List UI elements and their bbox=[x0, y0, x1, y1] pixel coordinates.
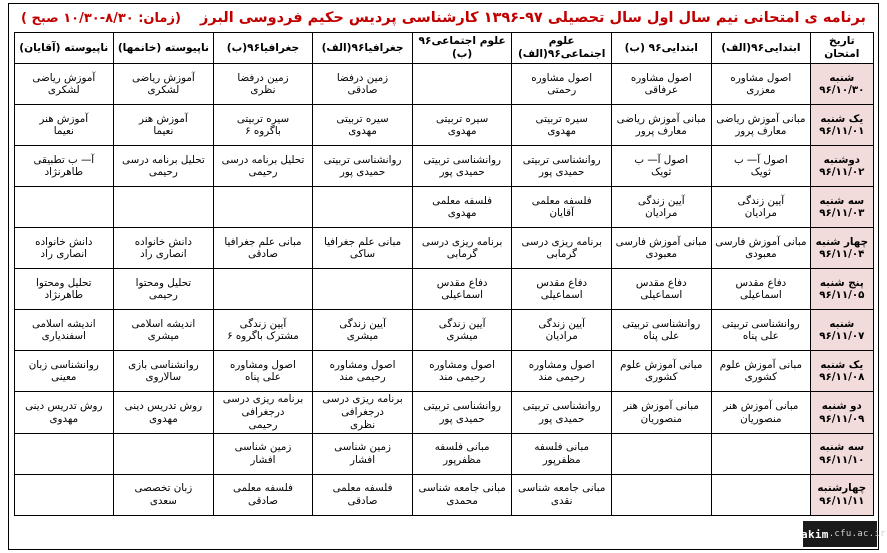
table-row bbox=[14, 434, 873, 475]
course-name: آیین زندگی bbox=[239, 317, 287, 330]
instructor-name: اسماعیلی bbox=[540, 289, 583, 302]
exam-date-cell bbox=[811, 392, 873, 434]
exam-cell bbox=[512, 146, 612, 187]
exam-cell bbox=[512, 187, 612, 228]
table-body bbox=[14, 64, 873, 516]
column-header-4: علوم اجتماعی۹۶ (ب) bbox=[412, 33, 512, 64]
course-name: اصول ومشاوره bbox=[429, 358, 496, 371]
exam-cell bbox=[512, 64, 612, 105]
instructor-name: مظفرپور bbox=[443, 454, 482, 467]
course-name: آموزش ریاضی bbox=[32, 71, 96, 84]
instructor-name: میشری bbox=[346, 330, 379, 343]
instructor-name: معارف پرور bbox=[635, 125, 687, 138]
instructor-name: علی پناه bbox=[742, 330, 779, 343]
exam-cell bbox=[711, 64, 811, 105]
course-name: روانشناسی تربیتی bbox=[323, 153, 402, 166]
exam-cell bbox=[412, 187, 512, 228]
exam-cell bbox=[313, 105, 413, 146]
exam-date-cell bbox=[811, 228, 873, 269]
exam-date-number: ۹۶/۱۱/۰۸ bbox=[819, 371, 865, 384]
exam-date-number: ۹۶/۱۱/۰۵ bbox=[819, 289, 865, 302]
exam-cell bbox=[512, 105, 612, 146]
course-name: برنامه ریزی درسی bbox=[421, 235, 503, 248]
instructor-name: افشار bbox=[349, 454, 376, 467]
exam-cell bbox=[412, 351, 512, 392]
exam-cell bbox=[611, 187, 711, 228]
course-name: روانشناسی بازی bbox=[128, 358, 199, 371]
exam-cell bbox=[711, 228, 811, 269]
course-name: مبانی جامعه شناسی bbox=[418, 482, 506, 495]
course-name: مبانی آموزش ریاضی bbox=[616, 112, 706, 125]
exam-cell bbox=[14, 228, 114, 269]
instructor-name: منصوریان bbox=[740, 412, 782, 425]
exam-time-note: (زمان: ۸/۳۰-۱۰/۳۰ صبح ) bbox=[21, 11, 181, 26]
exam-cell bbox=[313, 64, 413, 105]
exam-cell bbox=[711, 434, 811, 475]
course-name: سیره تربیتی bbox=[236, 112, 290, 125]
exam-cell bbox=[711, 392, 811, 434]
instructor-name: رحیمی مند bbox=[538, 371, 585, 384]
table-header-row bbox=[14, 33, 873, 64]
exam-cell bbox=[412, 146, 512, 187]
course-name: روانشناسی تربیتی bbox=[622, 317, 701, 330]
instructor-name: رحیمی bbox=[148, 166, 178, 179]
exam-cell bbox=[711, 351, 811, 392]
instructor-name: رحیمی bbox=[248, 419, 278, 432]
course-name: مبانی آموزش هنر bbox=[723, 399, 799, 412]
instructor-name: کشوری bbox=[645, 371, 678, 384]
instructor-name: محمدی bbox=[446, 495, 478, 508]
exam-cell bbox=[114, 105, 214, 146]
exam-cell bbox=[512, 228, 612, 269]
exam-cell bbox=[412, 434, 512, 475]
instructor-name: میشری bbox=[446, 330, 478, 343]
exam-date-cell bbox=[811, 146, 873, 187]
instructor-name: گرمابی bbox=[446, 248, 478, 261]
instructor-name: ساکی bbox=[349, 248, 376, 261]
course-name: روانشناسی تربیتی bbox=[423, 153, 502, 166]
exam-date-cell bbox=[811, 310, 873, 351]
table-row bbox=[14, 475, 873, 516]
instructor-name: ثویک bbox=[651, 166, 672, 179]
instructor-name: معبودی bbox=[645, 248, 678, 261]
exam-cell bbox=[611, 475, 711, 516]
course-name: اصول مشاوره bbox=[730, 71, 792, 84]
instructor-name: میشری bbox=[147, 330, 180, 343]
course-name: اصول ومشاوره bbox=[329, 358, 396, 371]
exam-cell bbox=[412, 269, 512, 310]
instructor-name: مهدوی bbox=[149, 412, 178, 425]
course-name: سیره تربیتی bbox=[435, 112, 489, 125]
course-name: دفاع مقدس bbox=[436, 276, 488, 289]
course-name: اصول مشاوره bbox=[531, 71, 593, 84]
instructor-name: علی پناه bbox=[245, 371, 281, 384]
course-name: برنامه ریزی درسی درجغرافی bbox=[322, 393, 403, 419]
table-row bbox=[14, 146, 873, 187]
instructor-name: علی پناه bbox=[643, 330, 680, 343]
exam-cell bbox=[412, 475, 512, 516]
course-name: روانشناسی زبان bbox=[28, 358, 99, 371]
course-name: آیین زندگی bbox=[637, 194, 685, 207]
table-row bbox=[14, 105, 873, 146]
exam-cell bbox=[313, 146, 413, 187]
exam-cell bbox=[512, 434, 612, 475]
exam-cell bbox=[611, 351, 711, 392]
instructor-name: حمیدی پور bbox=[539, 166, 585, 179]
instructor-name: باگروه ۶ bbox=[245, 125, 281, 138]
exam-cell bbox=[611, 64, 711, 105]
course-name: مبانی فلسفه bbox=[534, 441, 590, 454]
instructor-name: مهدوی bbox=[447, 125, 477, 138]
exam-cell bbox=[114, 351, 214, 392]
instructor-name: مهدوی bbox=[348, 125, 377, 138]
exam-date-cell bbox=[811, 187, 873, 228]
instructor-name: گرمابی bbox=[546, 248, 578, 261]
column-header-6: جغرافیا۹۶(ب) bbox=[213, 33, 313, 64]
exam-cell bbox=[313, 187, 413, 228]
column-header-2: ابتدایی۹۶ (ب) bbox=[611, 33, 711, 64]
exam-cell bbox=[213, 146, 313, 187]
exam-date-cell bbox=[811, 434, 873, 475]
table-row bbox=[14, 351, 873, 392]
instructor-name: اسماعیلی bbox=[640, 289, 683, 302]
exam-cell bbox=[213, 475, 313, 516]
logo-domain: .cfu.ac.ir bbox=[828, 529, 886, 539]
exam-cell bbox=[14, 269, 114, 310]
course-name: فلسفه معلمی bbox=[332, 482, 393, 495]
instructor-name: رحیمی مند bbox=[339, 371, 386, 384]
instructor-name: کشوری bbox=[744, 371, 778, 384]
course-name: مبانی آموزش فارسی bbox=[615, 235, 707, 248]
exam-cell bbox=[114, 187, 214, 228]
exam-cell bbox=[711, 269, 811, 310]
exam-cell bbox=[412, 310, 512, 351]
exam-day-of-week: سه شنبه bbox=[819, 194, 865, 207]
course-name: فلسفه معلمی bbox=[531, 194, 592, 207]
instructor-name: انصاری راد bbox=[40, 248, 88, 261]
exam-cell bbox=[213, 187, 313, 228]
exam-date-cell bbox=[811, 269, 873, 310]
instructor-name: رحیمی bbox=[148, 289, 178, 302]
instructor-name: اسماعیلی bbox=[739, 289, 782, 302]
instructor-name: حمیدی پور bbox=[339, 166, 386, 179]
course-name: آموزش ریاضی bbox=[131, 71, 195, 84]
column-header-3: علوم اجتماعی۹۶(الف) bbox=[512, 33, 612, 64]
exam-cell bbox=[512, 310, 612, 351]
exam-date-number: ۹۶/۱۱/۰۱ bbox=[819, 125, 865, 138]
instructor-name: سعدی bbox=[149, 495, 177, 508]
course-name: مبانی فلسفه bbox=[434, 441, 490, 454]
course-name: اصول ومشاوره bbox=[230, 358, 296, 371]
instructor-name: طاهرنژاد bbox=[44, 289, 84, 302]
column-header-7: ناپیوسته (خانمها) bbox=[114, 33, 214, 64]
exam-cell bbox=[512, 475, 612, 516]
course-name: روش تدریس دینی bbox=[25, 399, 103, 412]
exam-cell bbox=[114, 310, 214, 351]
instructor-name: صادقی bbox=[247, 248, 278, 261]
course-name: مبانی آموزش فارسی bbox=[715, 235, 807, 248]
exam-cell bbox=[313, 434, 413, 475]
exam-cell bbox=[313, 310, 413, 351]
course-name: زمین درفضا bbox=[336, 71, 389, 84]
exam-date-number: ۹۶/۱۱/۰۹ bbox=[819, 412, 865, 425]
exam-cell bbox=[412, 392, 512, 434]
instructor-name: نعیما bbox=[53, 125, 74, 138]
course-name: آ— ب تطبیقی bbox=[33, 153, 95, 166]
exam-day-of-week: دوشنبه bbox=[823, 153, 861, 166]
course-name: زمین شناسی bbox=[334, 441, 391, 454]
course-name: مبانی علم جغرافیا bbox=[224, 235, 302, 248]
course-name: آیین زندگی bbox=[538, 317, 586, 330]
exam-cell bbox=[14, 310, 114, 351]
exam-date-cell bbox=[811, 351, 873, 392]
exam-cell bbox=[213, 269, 313, 310]
exam-date-number: ۹۶/۱۱/۰۲ bbox=[819, 166, 865, 179]
instructor-name: صادقی bbox=[347, 495, 378, 508]
exam-cell bbox=[14, 392, 114, 434]
exam-date-number: ۹۶/۱۱/۰۴ bbox=[819, 248, 865, 261]
course-name: دفاع مقدس bbox=[635, 276, 687, 289]
table-row bbox=[14, 310, 873, 351]
course-name: زبان تخصصی bbox=[134, 482, 193, 495]
exam-cell bbox=[14, 434, 114, 475]
exam-cell bbox=[412, 228, 512, 269]
exam-day-of-week: پنج شنبه bbox=[819, 276, 864, 289]
course-name: آموزش هنر bbox=[139, 112, 188, 125]
page-title: برنامه ی امتحانی نیم سال اول سال تحصیلی ۹۷-۱۳۹۶ کارشناسی پردیس حکیم فردوسی البرز bbox=[199, 10, 866, 26]
course-name: روانشناسی تربیتی bbox=[423, 399, 502, 412]
instructor-name: مهدوی bbox=[447, 207, 477, 220]
exam-cell bbox=[313, 269, 413, 310]
site-logo bbox=[794, 521, 886, 547]
instructor-name: لشکری bbox=[47, 84, 80, 97]
course-name: تحلیل ومحتوا bbox=[135, 276, 192, 289]
course-name: روانشناسی تربیتی bbox=[721, 317, 800, 330]
exam-day-of-week: شنبه bbox=[829, 71, 855, 84]
instructor-name: مرادیان bbox=[645, 207, 678, 220]
course-name: مبانی جامعه شناسی bbox=[518, 482, 606, 495]
exam-cell bbox=[213, 64, 313, 105]
course-name: اندیشه اسلامی bbox=[131, 317, 196, 330]
course-name: اصول آ— ب bbox=[634, 153, 689, 166]
exam-cell bbox=[711, 475, 811, 516]
exam-cell bbox=[213, 351, 313, 392]
table-row bbox=[14, 392, 873, 434]
instructor-name: صادقی bbox=[347, 84, 378, 97]
course-name: سیره تربیتی bbox=[535, 112, 588, 125]
course-name: مبانی آموزش علوم bbox=[719, 358, 802, 371]
instructor-name: مهدوی bbox=[547, 125, 577, 138]
instructor-name: نعیما bbox=[153, 125, 174, 138]
exam-cell bbox=[711, 146, 811, 187]
exam-day-of-week: یک شنبه bbox=[820, 358, 864, 371]
exam-cell bbox=[611, 228, 711, 269]
instructor-name: نقدی bbox=[550, 495, 573, 508]
column-header-1: ابتدایی۹۶(الف) bbox=[711, 33, 811, 64]
page-header bbox=[0, 0, 887, 29]
instructor-name: رحیمی bbox=[248, 166, 278, 179]
instructor-name: معینی bbox=[51, 371, 77, 384]
course-name: آموزش هنر bbox=[39, 112, 89, 125]
course-name: روانشناسی تربیتی bbox=[522, 153, 601, 166]
logo-name: hakim bbox=[794, 527, 829, 541]
course-name: زمین شناسی bbox=[234, 441, 292, 454]
exam-cell bbox=[14, 105, 114, 146]
exam-cell bbox=[14, 475, 114, 516]
exam-cell bbox=[213, 105, 313, 146]
column-header-date: تاریخ امتحان bbox=[811, 33, 873, 64]
exam-schedule-table bbox=[14, 32, 874, 516]
exam-cell bbox=[711, 187, 811, 228]
instructor-name: مرادیان bbox=[545, 330, 578, 343]
course-name: آیین زندگی bbox=[737, 194, 785, 207]
course-name: برنامه ریزی درسی bbox=[521, 235, 602, 248]
exam-day-of-week: سه شنبه bbox=[819, 441, 865, 454]
exam-cell bbox=[14, 146, 114, 187]
exam-cell bbox=[114, 269, 214, 310]
course-name: اصول ومشاوره bbox=[528, 358, 595, 371]
exam-day-of-week: یک شنبه bbox=[820, 112, 864, 125]
exam-day-of-week: شنبه bbox=[829, 317, 855, 330]
exam-cell bbox=[114, 64, 214, 105]
instructor-name: نظری bbox=[250, 84, 276, 97]
exam-cell bbox=[14, 187, 114, 228]
instructor-name: لشکری bbox=[147, 84, 180, 97]
course-name: مبانی علم جغرافیا bbox=[323, 235, 402, 248]
exam-cell bbox=[412, 105, 512, 146]
instructor-name: مهدوی bbox=[49, 412, 79, 425]
instructor-name: حمیدی پور bbox=[439, 166, 485, 179]
instructor-name: نظری bbox=[350, 419, 376, 432]
course-name: تحلیل ومحتوا bbox=[36, 276, 92, 289]
instructor-name: مظفرپور bbox=[542, 454, 581, 467]
instructor-name: معارف پرور bbox=[735, 125, 787, 138]
instructor-name: اسماعیلی bbox=[441, 289, 484, 302]
course-name: تحلیل برنامه درسی bbox=[122, 153, 205, 166]
instructor-name: سالاروی bbox=[145, 371, 182, 384]
exam-cell bbox=[14, 64, 114, 105]
table-row bbox=[14, 228, 873, 269]
instructor-name: عرفاقی bbox=[644, 84, 678, 97]
exam-cell bbox=[611, 105, 711, 146]
exam-cell bbox=[213, 434, 313, 475]
exam-day-of-week: دو شنبه bbox=[821, 399, 862, 412]
exam-cell bbox=[611, 434, 711, 475]
course-name: دانش خانواده bbox=[134, 235, 192, 248]
course-name: سیره تربیتی bbox=[336, 112, 389, 125]
exam-cell bbox=[114, 146, 214, 187]
instructor-name: طاهرنژاد bbox=[44, 166, 84, 179]
course-name: دانش خانواده bbox=[35, 235, 93, 248]
exam-cell bbox=[412, 64, 512, 105]
exam-cell bbox=[114, 434, 214, 475]
instructor-name: مشترک باگروه ۶ bbox=[227, 330, 299, 343]
instructor-name: حمیدی پور bbox=[539, 412, 585, 425]
course-name: دفاع مقدس bbox=[735, 276, 787, 289]
course-name: اصول مشاوره bbox=[630, 71, 692, 84]
exam-cell bbox=[711, 105, 811, 146]
exam-cell bbox=[313, 228, 413, 269]
exam-date-cell bbox=[811, 64, 873, 105]
exam-date-cell bbox=[811, 475, 873, 516]
exam-cell bbox=[711, 310, 811, 351]
instructor-name: صادقی bbox=[247, 495, 278, 508]
course-name: آیین زندگی bbox=[438, 317, 486, 330]
table-row bbox=[14, 64, 873, 105]
exam-day-of-week: چهارشنبه bbox=[817, 482, 867, 495]
instructor-name: رحمتی bbox=[547, 84, 577, 97]
exam-cell bbox=[512, 351, 612, 392]
instructor-name: آقایان bbox=[549, 207, 574, 220]
exam-cell bbox=[611, 146, 711, 187]
exam-cell bbox=[213, 392, 313, 434]
exam-cell bbox=[313, 351, 413, 392]
exam-cell bbox=[213, 228, 313, 269]
course-name: آیین زندگی bbox=[339, 317, 386, 330]
exam-cell bbox=[611, 269, 711, 310]
exam-cell bbox=[114, 392, 214, 434]
exam-cell bbox=[611, 392, 711, 434]
course-name: مبانی آموزش هنر bbox=[623, 399, 699, 412]
exam-cell bbox=[313, 475, 413, 516]
course-name: مبانی آموزش علوم bbox=[620, 358, 703, 371]
instructor-name: مرادیان bbox=[744, 207, 777, 220]
exam-date-number: ۹۶/۱۰/۳۰ bbox=[819, 84, 865, 97]
instructor-name: معزری bbox=[746, 84, 776, 97]
course-name: روانشناسی تربیتی bbox=[522, 399, 601, 412]
course-name: برنامه ریزی درسی درجغرافی bbox=[222, 393, 304, 419]
instructor-name: منصوریان bbox=[640, 412, 682, 425]
exam-date-number: ۹۶/۱۱/۰۷ bbox=[819, 330, 865, 343]
exam-cell bbox=[114, 228, 214, 269]
exam-cell bbox=[512, 269, 612, 310]
exam-day-of-week: چهار شنبه bbox=[815, 235, 868, 248]
course-name: اندیشه اسلامی bbox=[31, 317, 96, 330]
instructor-name: انصاری راد bbox=[140, 248, 187, 261]
table-row bbox=[14, 269, 873, 310]
instructor-name: معبودی bbox=[745, 248, 777, 261]
course-name: تحلیل برنامه درسی bbox=[221, 153, 305, 166]
table-row bbox=[14, 187, 873, 228]
instructor-name: افشار bbox=[250, 454, 276, 467]
course-name: دفاع مقدس bbox=[536, 276, 588, 289]
instructor-name: اسفندیاری bbox=[41, 330, 86, 343]
exam-cell bbox=[14, 351, 114, 392]
exam-cell bbox=[114, 475, 214, 516]
course-name: روش تدریس دینی bbox=[124, 399, 203, 412]
course-name: مبانی آموزش ریاضی bbox=[716, 112, 806, 125]
column-header-5: جغرافیا۹۶(الف) bbox=[313, 33, 413, 64]
exam-cell bbox=[213, 310, 313, 351]
exam-date-number: ۹۶/۱۱/۱۱ bbox=[819, 495, 865, 508]
exam-date-number: ۹۶/۱۱/۰۳ bbox=[819, 207, 865, 220]
course-name: فلسفه معلمی bbox=[232, 482, 293, 495]
instructor-name: حمیدی پور bbox=[439, 412, 485, 425]
instructor-name: ثویک bbox=[750, 166, 771, 179]
exam-cell bbox=[512, 392, 612, 434]
exam-date-cell bbox=[811, 105, 873, 146]
column-header-8: ناپیوسته (آقایان) bbox=[14, 33, 114, 64]
course-name: زمین درفضا bbox=[237, 71, 289, 84]
exam-cell bbox=[611, 310, 711, 351]
exam-cell bbox=[313, 392, 413, 434]
course-name: اصول آ— ب bbox=[733, 153, 788, 166]
course-name: فلسفه معلمی bbox=[432, 194, 493, 207]
instructor-name: رحیمی مند bbox=[438, 371, 486, 384]
exam-date-number: ۹۶/۱۱/۱۰ bbox=[819, 454, 865, 467]
